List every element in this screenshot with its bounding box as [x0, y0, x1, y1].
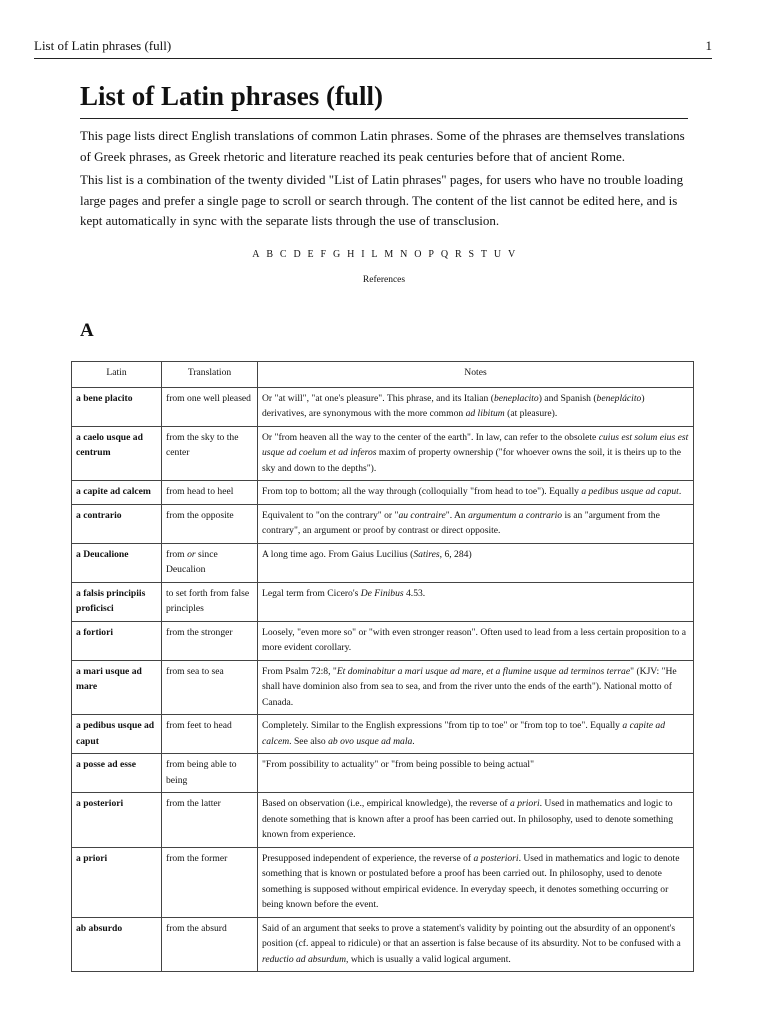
references-link[interactable]: References — [362, 275, 406, 285]
translation: from the latter — [162, 793, 258, 848]
notes — [258, 426, 694, 481]
translation: from the sky to the center — [162, 426, 258, 481]
latin-phrase: a priori — [72, 847, 162, 917]
intro-paragraph: This page lists direct English translations of common Latin phrases. Some of the phrases are themselves translations of Greek phrases, as Greek rhetoric and literature reached its peak centuries before that of ancient Rome. — [80, 128, 685, 164]
translation: from the former — [162, 847, 258, 917]
table-row — [72, 754, 694, 793]
text-segment: Said of an argument that seeks to prove a statement's validity by pointing out the absurdity of an opponent's position (cf. appeal to ridicule) or that an assertion is false because of its absurdity. Not to be confused with a — [262, 922, 681, 949]
text-segment: Completely. Similar to the English expressions "from tip to toe" or "from top to toe". Equally — [262, 720, 623, 731]
latin-phrase: a posse ad esse — [72, 754, 162, 793]
text-segment: Equivalent to "on the contrary" or " — [262, 509, 399, 521]
italic-term: a priori — [510, 798, 540, 809]
latin-phrase: a fortiori — [72, 621, 162, 660]
column-header-notes: Notes — [258, 362, 694, 388]
notes — [258, 621, 694, 660]
alphabet-link[interactable]: E — [307, 249, 315, 260]
text-segment: ) derivatives, are synonymous with the more common — [262, 392, 645, 419]
alphabet-link[interactable]: C — [279, 249, 288, 260]
italic-term: beneplácito — [596, 392, 642, 404]
text-segment: Based on observation (i.e., empirical knowledge), the reverse of — [262, 798, 511, 809]
table-row — [72, 715, 694, 754]
text-segment: . Used in mathematics and logic to denote something that is known or postulated before a proof has been carried out. In philosophy, used to denote something is supposed without empirical evidence. In everyday speech, it denotes something occurring or being known before the event. — [262, 852, 680, 910]
italic-term: argumentum a contrario — [468, 509, 563, 521]
italic-term: beneplacito — [493, 392, 539, 404]
table-row — [72, 621, 694, 660]
table-row — [72, 543, 694, 582]
text-segment: (at pleasure). — [504, 408, 558, 419]
latin-phrase: a capite ad calcem — [72, 481, 162, 505]
translation: from head to heel — [162, 481, 258, 505]
text-segment: "From possibility to actuality" or "from being possible to being actual" — [262, 759, 534, 770]
text-segment: . Used in mathematics and logic to denote something that is known after a proof has been carried out. In philosophy, used to denote something known from experience. — [262, 798, 674, 840]
translation: from sea to sea — [162, 660, 258, 715]
latin-phrase: a Deucalione — [72, 543, 162, 582]
text-segment: From Psalm 72:8, " — [262, 665, 337, 677]
table-row — [72, 582, 694, 621]
table-row — [72, 917, 694, 972]
alphabet-link[interactable]: V — [508, 249, 516, 260]
text-segment: Legal term from Cicero's — [262, 587, 361, 599]
table-row — [72, 847, 694, 917]
alphabet-link[interactable]: B — [266, 249, 274, 260]
notes — [258, 847, 694, 917]
italic-term: cuius est solum eius est usque ad coelum et ad inferos — [262, 431, 689, 458]
italic-term: or — [187, 548, 196, 560]
text-segment: from — [166, 548, 188, 560]
text-segment: " (KJV: "He shall have dominion also from sea to sea, and from the river unto the ends of the earth"). National motto of Canada. — [262, 665, 677, 708]
notes — [258, 582, 694, 621]
alphabet-link[interactable]: I — [361, 249, 366, 260]
alphabet-index — [0, 249, 768, 260]
text-segment: , which is usually a valid logical argument. — [346, 953, 511, 965]
running-header-title: List of Latin phrases (full) — [34, 38, 172, 53]
latin-phrase: a bene placito — [72, 387, 162, 426]
italic-term: ad libitum — [465, 408, 505, 419]
notes — [258, 917, 694, 972]
text-segment: maxim of property ownership ("for whoever owns the soil, it is theirs up to the sky and down to the depths"). — [262, 447, 681, 474]
alphabet-link[interactable]: L — [371, 249, 379, 260]
text-segment: A long time ago. From Gaius Lucilius ( — [262, 548, 414, 560]
table-header-row — [72, 362, 694, 388]
alphabet-link[interactable]: U — [493, 249, 502, 260]
translation: from being able to being — [162, 754, 258, 793]
italic-term: au contraire — [398, 509, 446, 521]
table-row — [72, 481, 694, 505]
latin-phrase: ab absurdo — [72, 917, 162, 972]
italic-term: Et dominabitur a mari usque ad mare, et a flumine usque ad terminos terrae — [336, 665, 631, 677]
latin-phrase: a mari usque ad mare — [72, 660, 162, 715]
text-segment: , 6, 284) — [439, 548, 472, 560]
alphabet-link[interactable]: F — [320, 249, 327, 260]
italic-term: a posteriori — [473, 852, 519, 864]
text-segment: is an "argument from the contrary", an argument or proof by contrast or direct opposite. — [262, 509, 660, 536]
intro — [80, 126, 688, 235]
text-segment: Or "from heaven all the way to the center of the earth". In law, can refer to the obsolete — [262, 431, 599, 443]
column-header-latin: Latin — [72, 362, 162, 388]
text-segment: Or "at will", "at one's pleasure". This phrase, and its Italian ( — [262, 392, 494, 404]
translation: from the absurd — [162, 917, 258, 972]
notes — [258, 504, 694, 543]
running-header — [34, 38, 712, 59]
page-title: List of Latin phrases (full) — [80, 78, 688, 119]
alphabet-link[interactable]: M — [384, 249, 394, 260]
translation: from one well pleased — [162, 387, 258, 426]
text-segment: . See also — [289, 735, 329, 747]
text-segment: ". An — [445, 509, 469, 521]
latin-phrase: a contrario — [72, 504, 162, 543]
table-row — [72, 387, 694, 426]
section-heading: A — [80, 320, 94, 341]
text-segment: Presupposed independent of experience, the reverse of — [262, 852, 474, 864]
alphabet-link[interactable]: H — [347, 249, 355, 260]
italic-term: De Finibus — [360, 587, 404, 599]
table-row — [72, 426, 694, 481]
text-segment: ) and Spanish ( — [538, 392, 597, 404]
italic-term: a pedibus usque ad caput — [581, 486, 679, 497]
alphabet-link[interactable]: R — [454, 249, 463, 260]
text-segment: . — [412, 735, 415, 747]
alphabet-link[interactable]: D — [293, 249, 302, 260]
phrases-table — [71, 361, 694, 972]
table-row — [72, 504, 694, 543]
alphabet-link[interactable]: G — [332, 249, 341, 260]
italic-term: Satires — [413, 548, 440, 560]
notes — [258, 793, 694, 848]
translation: from the opposite — [162, 504, 258, 543]
alphabet-link[interactable]: N — [400, 249, 408, 260]
alphabet-link[interactable]: P — [428, 249, 435, 260]
italic-term: ab ovo usque ad mala — [328, 735, 413, 747]
text-segment: since Deucalion — [166, 548, 218, 575]
page-number: 1 — [705, 38, 712, 53]
column-header-translation: Translation — [162, 362, 258, 388]
notes — [258, 387, 694, 426]
table-row — [72, 793, 694, 848]
latin-phrase: a pedibus usque ad caput — [72, 715, 162, 754]
text-segment: 4.53. — [403, 587, 426, 599]
notes — [258, 754, 694, 793]
italic-term: a capite ad calcem — [262, 720, 666, 747]
alphabet-link[interactable]: A — [252, 249, 260, 260]
translation — [162, 543, 258, 582]
text-segment: Loosely, "even more so" or "with even stronger reason". Often used to lead from a less certain proposition to a more evident corollary. — [262, 626, 686, 653]
translation: to set forth from false principles — [162, 582, 258, 621]
alphabet-link[interactable]: O — [414, 249, 423, 260]
text-segment: . — [678, 486, 682, 497]
latin-phrase: a caelo usque ad centrum — [72, 426, 162, 481]
translation: from the stronger — [162, 621, 258, 660]
alphabet-link[interactable]: Q — [440, 249, 449, 260]
table-row — [72, 660, 694, 715]
latin-phrase: a posteriori — [72, 793, 162, 848]
latin-phrase: a falsis principiis proficisci — [72, 582, 162, 621]
translation: from feet to head — [162, 715, 258, 754]
text-segment: From top to bottom; all the way through (colloquially "from head to toe"). Equally — [262, 486, 582, 497]
alphabet-link[interactable]: S — [468, 249, 475, 260]
alphabet-link[interactable]: T — [480, 249, 488, 260]
notes — [258, 660, 694, 715]
intro-paragraph: This list is a combination of the twenty divided "List of Latin phrases" pages, for users who have no trouble loading large pages and prefer a single page to scroll or search through. The content of the list cannot be edited here, and is kept automatically in sync with the separate lists through the use of transclusion. — [80, 172, 684, 228]
italic-term: reductio ad absurdum — [262, 953, 347, 965]
notes — [258, 543, 694, 582]
notes — [258, 481, 694, 505]
notes — [258, 715, 694, 754]
